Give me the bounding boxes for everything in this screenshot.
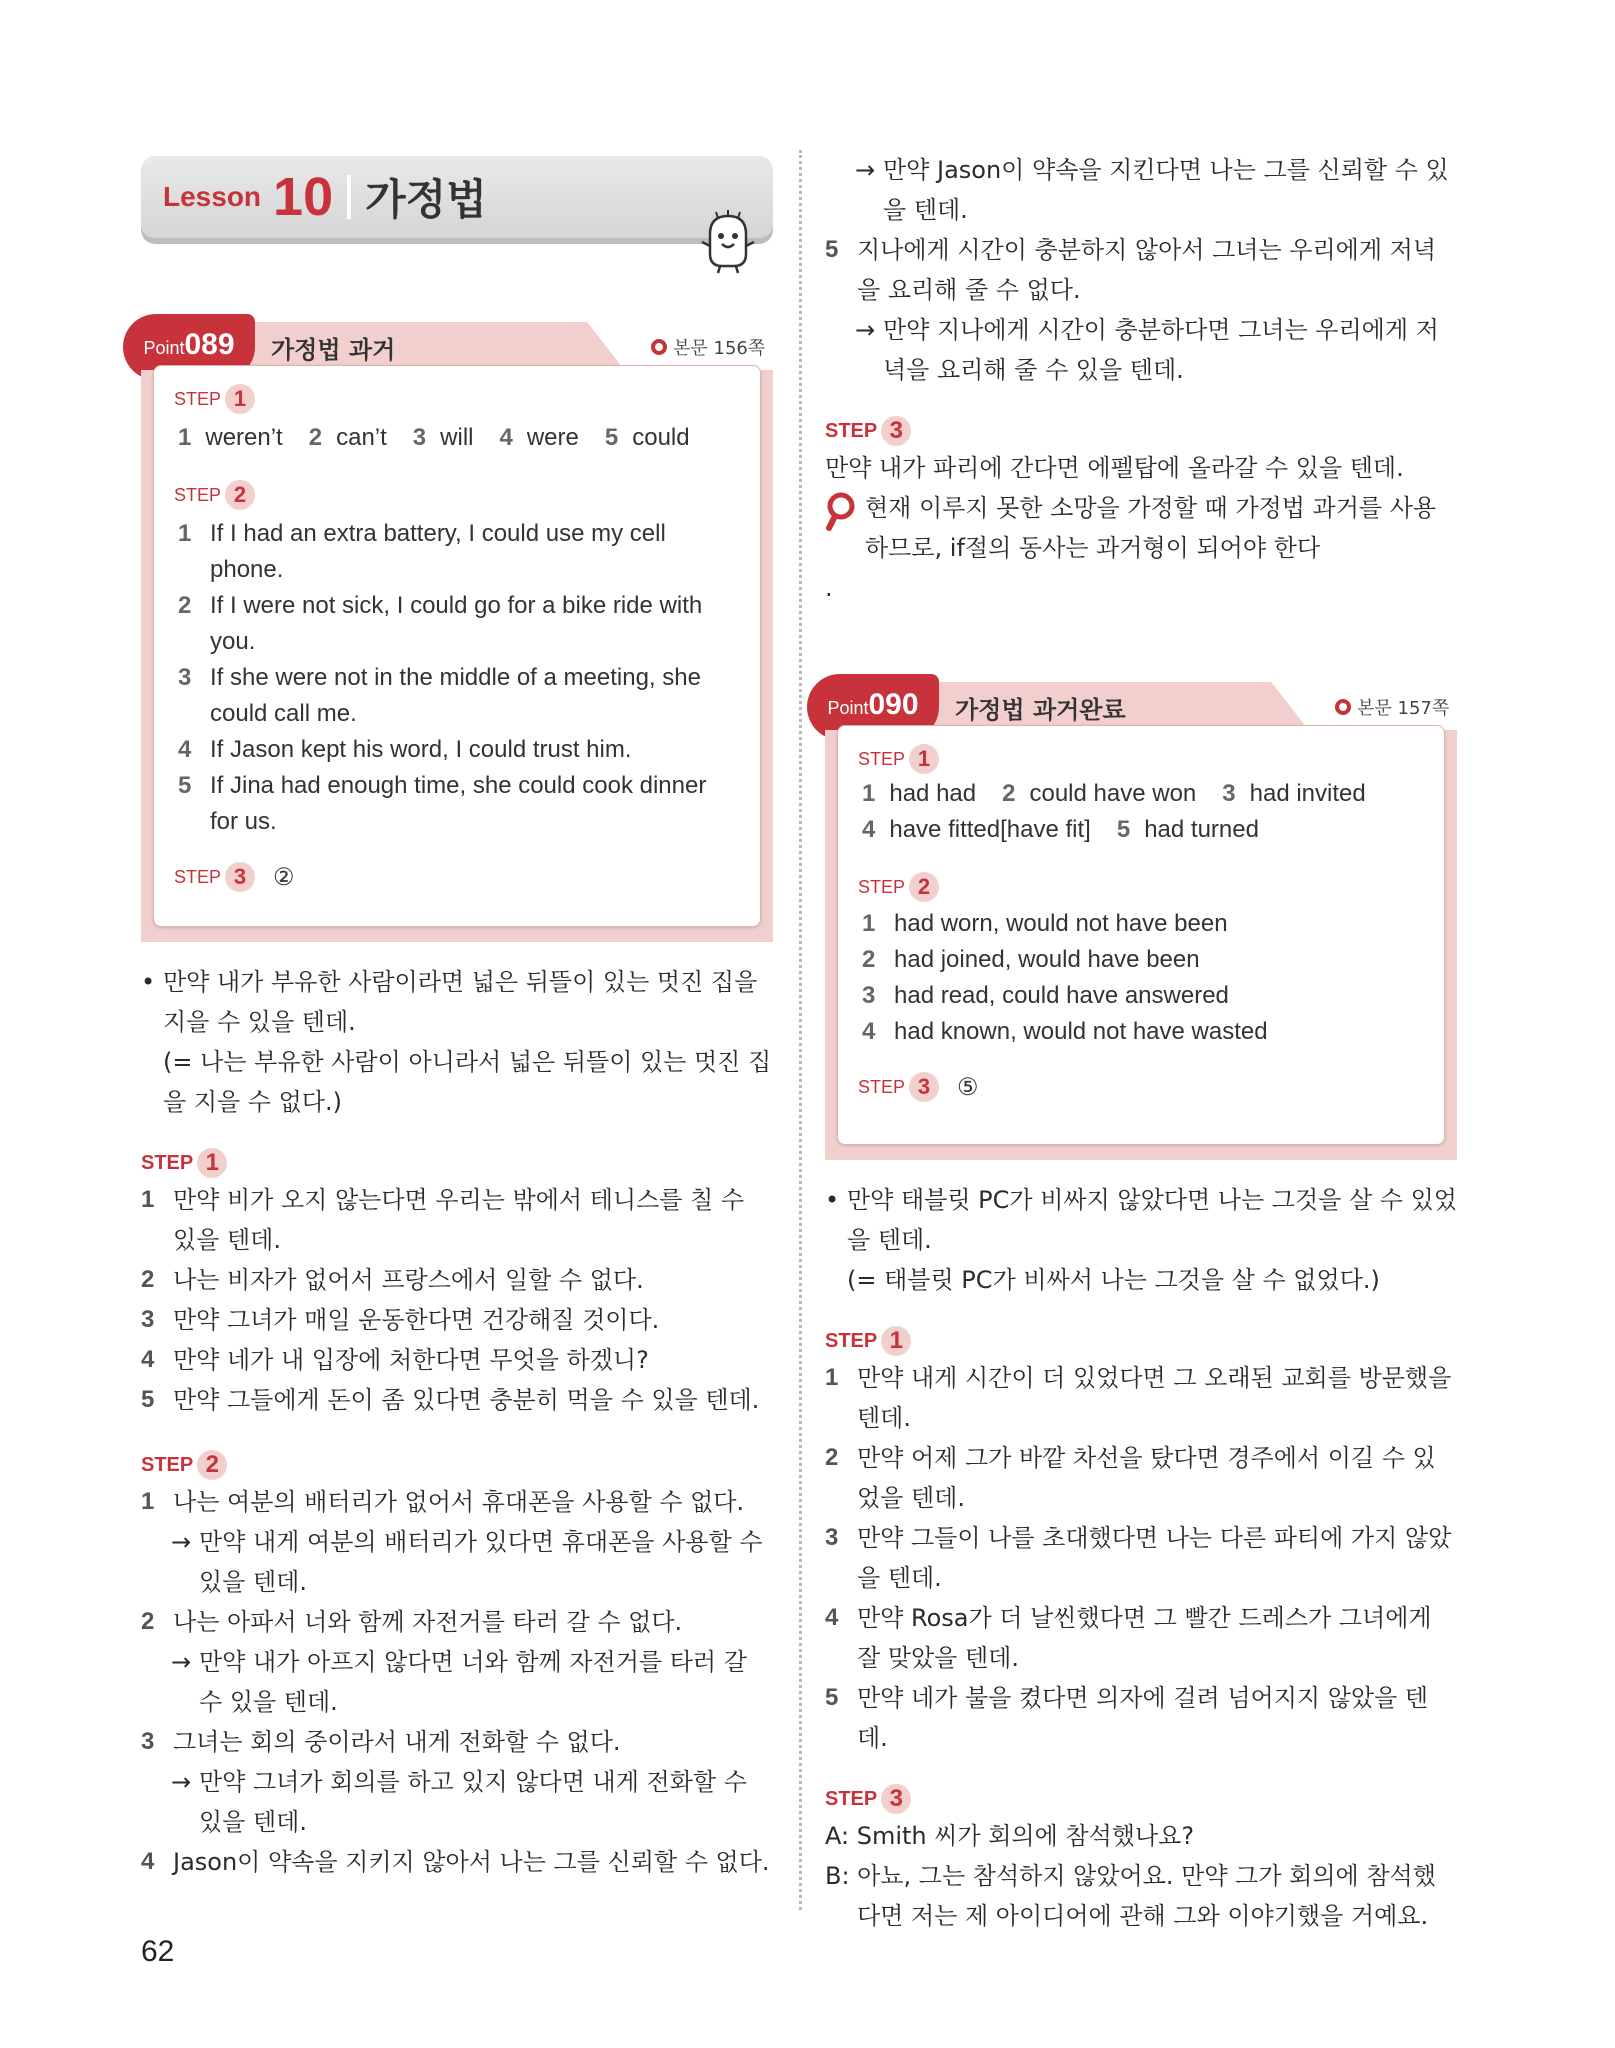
list-item: 2 If I were not sick, I could go for a bike ride with you. xyxy=(178,592,703,655)
list-item: 4 If Jason kept his word, I could trust him. xyxy=(178,736,632,763)
list-item: 2 나는 비자가 없어서 프랑스에서 일할 수 없다. xyxy=(141,1266,644,1294)
page-ref-text: 본문 157쪽 xyxy=(1357,698,1450,719)
page-ref-text: 본문 156쪽 xyxy=(673,338,766,359)
list-item: 4 had known, would not have wasted xyxy=(862,1018,1268,1045)
intro-text: • 만약 내가 부유한 사람이라면 넓은 뒤뜰이 있는 멋진 집을 지을 수 있을 텐데. xyxy=(141,968,758,1036)
magnifier-icon xyxy=(825,488,865,568)
intro-paren: (= 나는 부유한 사람이 아니라서 넓은 뒤뜰이 있는 멋진 집을 지을 수 없다.) xyxy=(163,1048,772,1116)
step2-label: STEP 2 xyxy=(174,480,740,510)
column-divider xyxy=(799,150,802,1910)
list-item: 3 만약 그녀가 매일 운동한다면 건강해질 것이다. xyxy=(141,1306,660,1334)
right-step3-text: 만약 내가 파리에 간다면 에펠탑에 올라갈 수 있을 텐데. xyxy=(825,454,1404,482)
step2-label: STEP 2 xyxy=(858,872,1424,902)
list-item: 1 만약 비가 오지 않는다면 우리는 밖에서 테니스를 칠 수 있을 텐데. xyxy=(141,1186,745,1254)
step3-label: STEP 3 ② xyxy=(174,863,295,891)
stray-dot: . xyxy=(825,574,833,602)
list-item: 3 If she were not in the middle of a meeting, she could call me. xyxy=(178,664,701,727)
point089-title: 가정법 과거 xyxy=(271,336,396,364)
right-step3-label: STEP 3 xyxy=(825,416,1457,446)
list-item: 4 Jason이 약속을 지키지 않아서 나는 그를 신뢰할 수 없다. xyxy=(141,1848,770,1876)
page-ref-icon xyxy=(1335,699,1351,715)
point089-answer-box xyxy=(153,365,761,927)
left-step2-list xyxy=(141,1482,773,1882)
step1-answers-row2: 4 have fitted[have fit] 5 had turned xyxy=(862,816,1259,843)
lesson-banner xyxy=(141,156,773,238)
left-explanations xyxy=(141,962,773,1882)
list-item: 5 지나에게 시간이 충분하지 않아서 그녀는 우리에게 저녁을 요리해 줄 수 없다. xyxy=(825,236,1437,304)
step3-answer: ② xyxy=(273,863,295,891)
list-item: 2 만약 어제 그가 바깥 차선을 탔다면 경주에서 이길 수 있었을 텐데. xyxy=(825,1444,1436,1512)
page-number: 62 xyxy=(141,1935,175,1968)
list-item: 3 만약 그들이 나를 초대했다면 나는 다른 파티에 가지 않았을 텐데. xyxy=(825,1524,1452,1592)
step3-label: STEP 3 ⑤ xyxy=(858,1073,979,1101)
point-number: 090 xyxy=(868,688,919,721)
right-continuation xyxy=(825,150,1457,608)
arrow-answer: → 만약 내가 아프지 않다면 너와 함께 자전거를 타러 갈 수 있을 텐데. xyxy=(171,1648,747,1716)
list-item: 2 had joined, would have been xyxy=(862,946,1200,973)
dialogue-line-a: A: Smith 씨가 회의에 참석했나요? xyxy=(825,1822,1195,1850)
list-item: 5 만약 그들에게 돈이 좀 있다면 충분히 먹을 수 있을 텐데. xyxy=(141,1386,760,1414)
page-ref-icon xyxy=(651,339,667,355)
hint xyxy=(825,488,1457,568)
list-item: 5 If Jina had enough time, she could cook dinner for us. xyxy=(178,772,707,835)
left-step1-list xyxy=(141,1180,773,1420)
lesson-separator xyxy=(347,175,351,219)
right-step1-list xyxy=(825,1358,1457,1758)
arrow-answer: → 만약 내게 여분의 배터리가 있다면 휴대폰을 사용할 수 있을 텐데. xyxy=(171,1528,763,1596)
point-word: Point xyxy=(143,338,185,358)
step1-label: STEP 1 xyxy=(174,384,740,414)
lesson-number: 10 xyxy=(273,167,334,227)
step2-answers xyxy=(858,906,1424,1050)
right-step3b-label: STEP 3 xyxy=(825,1784,1457,1814)
intro-paren: (= 태블릿 PC가 비싸서 나는 그것을 살 수 없었다.) xyxy=(847,1266,1380,1294)
left-step2-label: STEP 2 xyxy=(141,1450,773,1480)
list-item: 5 만약 네가 불을 켰다면 의자에 걸려 넘어지지 않았을 텐데. xyxy=(825,1684,1429,1752)
list-item: 1 If I had an extra battery, I could use my cell phone. xyxy=(178,520,666,583)
arrow-answer: → 만약 Jason이 약속을 지킨다면 나는 그를 신뢰할 수 있을 텐데. xyxy=(855,156,1449,224)
point089-page-ref xyxy=(651,334,765,360)
right-explanations xyxy=(825,1180,1457,1936)
left-step1-label: STEP 1 xyxy=(141,1148,773,1178)
list-item: 4 만약 Rosa가 더 날씬했다면 그 빨간 드레스가 그녀에게 잘 맞았을 텐데. xyxy=(825,1604,1432,1672)
list-item: 2 나는 아파서 너와 함께 자전거를 타러 갈 수 없다. xyxy=(141,1608,683,1636)
list-item: 4 만약 네가 내 입장에 처한다면 무엇을 하겠니? xyxy=(141,1346,649,1374)
list-item: 1 had worn, would not have been xyxy=(862,910,1228,937)
step1-answers-row1: 1 had had 2 could have won 3 had invited xyxy=(862,780,1366,807)
mascot-icon xyxy=(700,210,756,274)
step2-answers xyxy=(174,516,740,840)
hint-text: 현재 이루지 못한 소망을 가정할 때 가정법 과거를 사용하므로, if절의 동사는 과거형이 되어야 한다 xyxy=(865,494,1437,562)
right-step1-label: STEP 1 xyxy=(825,1326,1457,1356)
arrow-answer: → 만약 지나에게 시간이 충분하다면 그녀는 우리에게 저녁을 요리해 줄 수 있을 텐데. xyxy=(855,316,1439,384)
intro-text: • 만약 태블릿 PC가 비싸지 않았다면 나는 그것을 살 수 있었을 텐데. xyxy=(825,1186,1457,1254)
lesson-word: Lesson xyxy=(163,181,262,212)
list-item: 3 그녀는 회의 중이라서 내게 전화할 수 없다. xyxy=(141,1728,621,1756)
step1-answers: 1 weren’t 2 can’t 3 will 4 were 5 could xyxy=(178,424,690,451)
step1-label: STEP 1 xyxy=(858,744,1424,774)
point090-title: 가정법 과거완료 xyxy=(955,696,1126,724)
point-number: 089 xyxy=(184,328,235,361)
lesson-title: 가정법 xyxy=(365,175,487,224)
point090-page-ref xyxy=(1335,694,1449,720)
arrow-answer: → 만약 그녀가 회의를 하고 있지 않다면 내게 전화할 수 있을 텐데. xyxy=(171,1768,747,1836)
dialogue-line-b: B: 아뇨, 그는 참석하지 않았어요. 만약 그가 회의에 참석했다면 저는 제 아이디어에 관해 그와 이야기했을 거예요. xyxy=(825,1862,1436,1930)
list-item: 1 나는 여분의 배터리가 없어서 휴대폰을 사용할 수 없다. xyxy=(141,1488,745,1516)
list-item: 3 had read, could have answered xyxy=(862,982,1229,1009)
point-word: Point xyxy=(827,698,869,718)
list-item: 1 만약 내게 시간이 더 있었다면 그 오래된 교회를 방문했을 텐데. xyxy=(825,1364,1452,1432)
point090-answer-box xyxy=(837,725,1445,1145)
step3-answer: ⑤ xyxy=(957,1073,979,1101)
